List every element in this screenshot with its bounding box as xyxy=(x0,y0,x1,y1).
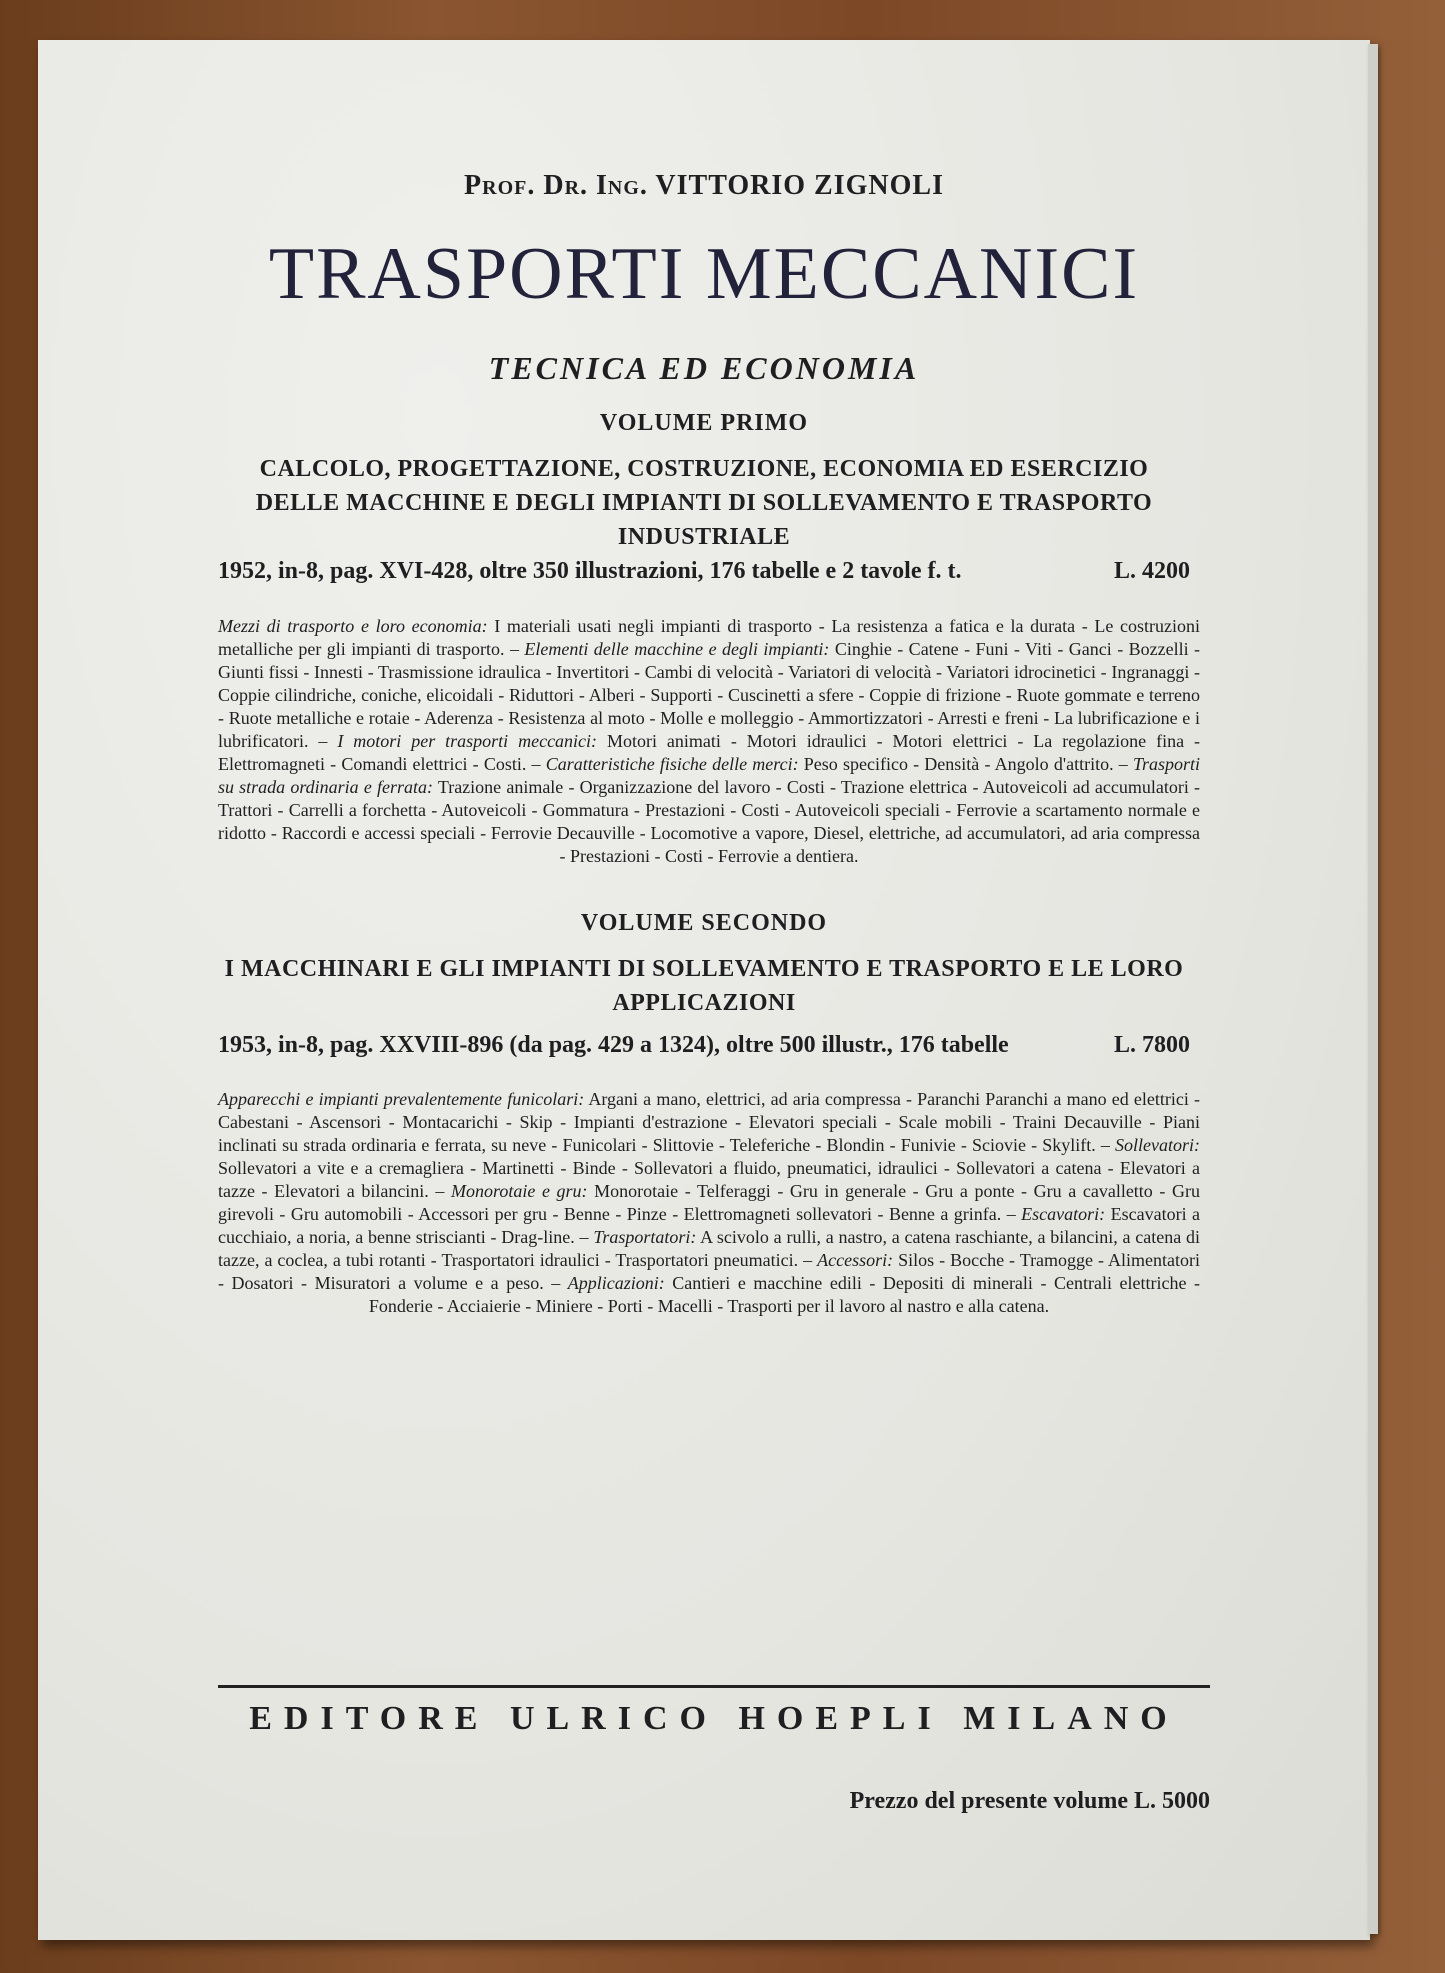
section-text: Escavatori a cucchiaio, a noria, a benne striscianti - Drag-line. – xyxy=(218,1204,1200,1247)
volume1-heading: VOLUME PRIMO xyxy=(599,410,809,436)
section-label: Applicazioni: xyxy=(567,1273,665,1293)
volume2-heading: VOLUME SECONDO xyxy=(580,910,828,936)
publisher: EDITORE ULRICO HOEPLI MILANO xyxy=(249,1700,1179,1737)
volume1-contents xyxy=(218,615,1200,868)
section-label: Trasportatori: xyxy=(593,1227,697,1247)
volume1-price: L. 4200 xyxy=(1113,558,1190,584)
section-text: Silos - Bocche - Tramogge - Alimentatori - Dosatori - Misuratori a volume e a peso. – xyxy=(218,1250,1200,1293)
page-edge xyxy=(1368,44,1378,1934)
volume1-publication-line xyxy=(218,558,1190,585)
volume2-price: L. 7800 xyxy=(1113,1032,1190,1058)
section-label: Monorotaie e gru: xyxy=(451,1181,588,1201)
section-text: Cinghie - Catene - Funi - Viti - Ganci - Bozzelli - Giunti fissi - Innesti - Trasmissione idraulica - Invertitori - Cambi di velocità - Variatori di velocità - Variatori idrocinetici - Ingranaggi - Coppie cilindriche, coniche, elicoidali - Riduttori - Alberi - Supporti - Cuscinetti a sfere - Coppie di frizione - Ruote gommate e terreno - Ruote metalliche e rotaie - Aderenza - Resistenza al moto - Molle e molleggio - Ammortizzatori - Arresti e freni - La lubrificazione e i lubrificatori. – xyxy=(218,639,1200,751)
book-subtitle: TECNICA ED ECONOMIA xyxy=(488,350,920,386)
section-label: Caratteristiche fisiche delle merci: xyxy=(545,754,799,774)
section-label: Escavatori: xyxy=(1021,1204,1106,1224)
section-text: Monorotaie - Telferaggi - Gru in generale - Gru a ponte - Gru a cavalletto - Gru girevoli - Gru automobili - Accessori per gru - Benne - Pinze - Elettromagneti sollevatori - Benne a grinfa. – xyxy=(218,1181,1201,1224)
section-text: Sollevatori a vite e a cremagliera - Martinetti - Binde - Sollevatori a fluido, pneumatici, idraulici - Sollevatori a catena - Elevatori a tazze - Elevatori a bilancini. – xyxy=(218,1158,1200,1201)
section-text: A scivolo a rulli, a nastro, a catena raschiante, a bilancini, a catena di tazze, a coclea, a tubi rotanti - Trasportatori idraulici - Trasportatori pneumatici. – xyxy=(218,1227,1200,1270)
author: Prof. Dr. Ing. VITTORIO ZIGNOLI xyxy=(464,170,944,201)
section-label: Sollevatori: xyxy=(1115,1135,1200,1155)
section-label: Apparecchi e impianti prevalentemente funicolari: xyxy=(218,1089,585,1109)
volume2-publication: 1953, in-8, pag. XXVIII-896 (da pag. 429 a 1324), oltre 500 illustr., 176 tabelle xyxy=(218,1032,1009,1058)
section-text: Peso specifico - Densità - Angolo d'attrito. – xyxy=(798,754,1133,774)
section-label: I motori per trasporti meccanici: xyxy=(337,731,598,751)
volume2-contents xyxy=(218,1088,1200,1318)
volume2-description: I MACCHINARI E GLI IMPIANTI DI SOLLEVAMENTO E TRASPORTO E LE LORO APPLICAZIONI xyxy=(224,956,1184,1016)
section-text: Trazione animale - Organizzazione del lavoro - Costi - Trazione elettrica - Autoveicoli ad accumulatori - Trattori - Carrelli a forchetta - Autoveicoli - Gommatura - Prestazioni - Costi - Autoveicoli speciali - Ferrovie a scartamento normale e ridotto - Raccordi e accessi speciali - Ferrovie Decauville - Locomotive a vapore, Diesel, elettriche, ad accumulatori, ad aria compressa - Prestazioni - Costi - Ferrovie a dentiera. xyxy=(218,777,1201,866)
price-note: Prezzo del presente volume L. 5000 xyxy=(849,1788,1210,1814)
volume2-publication-line xyxy=(218,1032,1190,1059)
section-label: Elementi delle macchine e degli impianti: xyxy=(524,639,830,659)
volume1-description: CALCOLO, PROGETTAZIONE, COSTRUZIONE, ECONOMIA ED ESERCIZIO DELLE MACCHINE E DEGLI IMPIANTI DI SOLLEVAMENTO E TRASPORTO INDUSTRIALE xyxy=(255,456,1153,550)
divider-rule xyxy=(218,1685,1210,1688)
section-label: Accessori: xyxy=(817,1250,894,1270)
section-text: Motori animati - Motori idraulici - Motori elettrici - La regolazione fina - Elettromagneti - Comandi elettrici - Costi. – xyxy=(218,731,1201,774)
section-text: I materiali usati negli impianti di trasporto - La resistenza a fatica e la durata - Le costruzioni metalliche per gli impianti di trasporto. – xyxy=(218,616,1200,659)
book-back-cover xyxy=(38,40,1370,1940)
section-label: Trasporti su strada ordinaria e ferrata: xyxy=(218,754,1201,797)
section-label: Mezzi di trasporto e loro economia: xyxy=(218,616,488,636)
book-title: TRASPORTI MECCANICI xyxy=(268,233,1140,315)
section-text: Argani a mano, elettrici, ad aria compressa - Paranchi Paranchi a mano ed elettrici - Cabestani - Ascensori - Montacarichi - Skip - Impianti d'estrazione - Elevatori speciali - Scale mobili - Traini Decauville - Piani inclinati su strada ordinaria e ferrata, su neve - Funicolari - Slittovie - Teleferiche - Blondin - Funivie - Sciovie - Skylift. – xyxy=(218,1089,1201,1155)
section-text: Cantieri e macchine edili - Depositi di minerali - Centrali elettriche - Fonderie - Acciaierie - Miniere - Porti - Macelli - Trasporti per il lavoro al nastro e alla catena. xyxy=(368,1273,1200,1316)
volume1-publication: 1952, in-8, pag. XVI-428, oltre 350 illustrazioni, 176 tabelle e 2 tavole f. t. xyxy=(218,558,962,584)
